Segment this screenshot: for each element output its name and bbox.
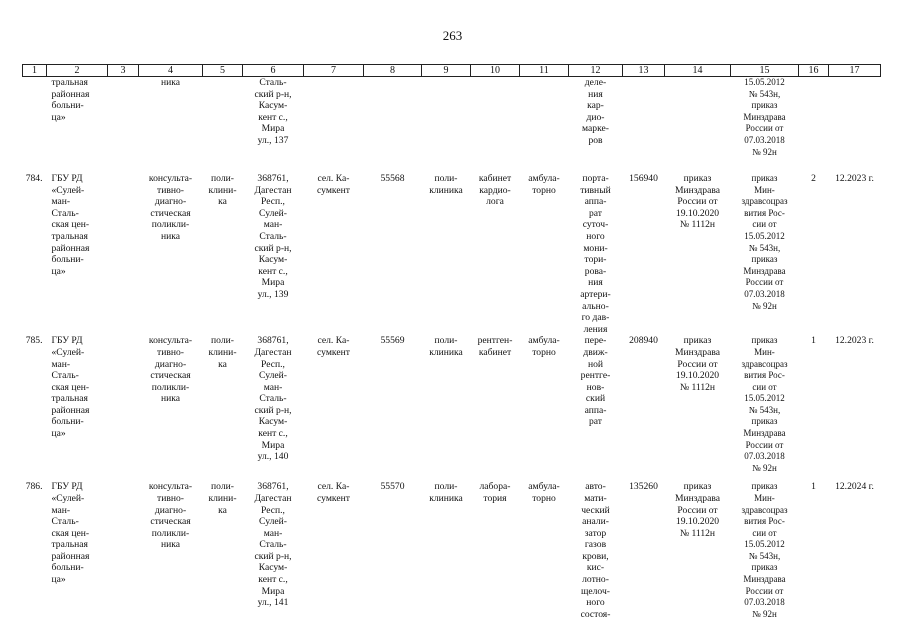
cell-mode: амбула- торно — [528, 481, 560, 504]
cell-order: приказ Минздрава России от 19.10.2020 № 1112н — [674, 481, 720, 539]
cell — [203, 77, 243, 174]
cell-code: 55570 — [380, 481, 405, 493]
cell-org: ГБУ РД «Сулей- ман- Сталь- ская цен- тральная районная больни- ца» — [51, 481, 90, 586]
page-number: 263 — [442, 28, 463, 43]
cell-order: приказ Мин- здравсоцраз вития Рос- сии от 15.05.2012 № 543н, приказ Минздрава России от 07.03.2018 № 92н — [741, 481, 788, 619]
col-header: 11 — [520, 65, 569, 77]
cell — [304, 77, 364, 174]
cell-index: 785. — [25, 335, 43, 347]
cell-address: 368761, Дагестан Респ., Сулей- ман- Сталь- ский р-н, Касум- кент с., Мира ул., 139 — [254, 173, 292, 300]
col-header: 7 — [304, 65, 364, 77]
table-row — [23, 173, 881, 335]
cell-price: 208940 — [629, 335, 658, 347]
table-row — [23, 481, 881, 639]
cell-subtype: поли- клини- ка — [208, 173, 237, 208]
col-header: 17 — [829, 65, 881, 77]
col-header: 16 — [799, 65, 829, 77]
cell-date: 12.2023 г. — [835, 335, 874, 347]
cell-equipment: порта- тивный аппа- рат суточ- ного мони- тори- рова- ния артери- ально- го дав- ления — [580, 173, 611, 335]
col-header: 5 — [203, 65, 243, 77]
cell-equipment: авто- мати- ческий анали- затор газов крови, кис- лотно- щелоч- ного состоя- — [580, 481, 611, 620]
table-row — [23, 335, 881, 481]
column-number-row — [23, 65, 881, 77]
cell-type: консульта- тивно- диагно- стическая поликли- ника — [148, 481, 193, 551]
cell-order: 15.05.2012 № 543н, приказ Минздрава России от 07.03.2018 № 92н — [743, 77, 786, 157]
cell-locality: сел. Ка- сумкент — [317, 173, 350, 196]
cell-price: 135260 — [629, 481, 658, 493]
cell-index — [23, 77, 47, 174]
cell — [108, 77, 139, 174]
table-row — [23, 77, 881, 174]
cell — [108, 335, 139, 481]
cell-price: 156940 — [629, 173, 658, 184]
cell-org: тральная районная больни- ца» — [51, 77, 90, 123]
cell-type: консульта- тивно- диагно- стическая поликли- ника — [148, 173, 193, 242]
cell-locality: сел. Ка- сумкент — [317, 335, 350, 358]
cell-address: 368761, Дагестан Респ., Сулей- ман- Сталь- ский р-н, Касум- кент с., Мира ул., 140 — [254, 335, 292, 463]
cell — [364, 77, 422, 174]
cell — [108, 173, 139, 335]
cell-quantity: 1 — [811, 335, 816, 347]
cell-quantity: 1 — [811, 481, 816, 493]
cell-room: лабора- тория — [479, 481, 511, 504]
cell-date: 12.2024 г. — [835, 481, 874, 493]
col-header: 1 — [23, 65, 47, 77]
cell-type: ника — [160, 77, 181, 88]
cell-order: приказ Мин- здравсоцраз вития Рос- сии от 15.05.2012 № 543н, приказ Минздрава России от 07.03.2018 № 92н — [741, 173, 788, 311]
col-header: 9 — [422, 65, 471, 77]
cell-index: 784. — [25, 173, 43, 184]
cell-unit: поли- клиника — [429, 335, 463, 358]
col-header: 3 — [108, 65, 139, 77]
cell — [665, 77, 731, 174]
cell-mode: амбула- торно — [528, 335, 560, 358]
col-header: 15 — [731, 65, 799, 77]
cell — [829, 77, 881, 174]
col-header: 6 — [243, 65, 304, 77]
cell-address: Сталь- ский р-н, Касум- кент с., Мира ул., 137 — [254, 77, 292, 146]
cell-order: приказ Минздрава России от 19.10.2020 № 1112н — [674, 335, 720, 393]
cell-index: 786. — [25, 481, 43, 493]
cell-room: кабинет кардио- лога — [478, 173, 512, 208]
cell-mode: амбула- торно — [528, 173, 560, 196]
cell-type: консульта- тивно- диагно- стическая поликли- ника — [148, 335, 193, 405]
cell-equipment: пере- движ- ной рентге- нов- ский аппа- рат — [580, 335, 611, 428]
cell-org: ГБУ РД «Сулей- ман- Сталь- ская цен- тральная районная больни- ца» — [51, 173, 90, 277]
cell — [108, 481, 139, 639]
col-header: 13 — [623, 65, 665, 77]
cell — [471, 77, 520, 174]
cell-room: рентген- кабинет — [477, 335, 513, 358]
equipment-table — [22, 64, 881, 639]
col-header: 14 — [665, 65, 731, 77]
col-header: 4 — [139, 65, 203, 77]
col-header: 2 — [47, 65, 108, 77]
cell — [623, 77, 665, 174]
cell-order: приказ Мин- здравсоцраз вития Рос- сии от 15.05.2012 № 543н, приказ Минздрава России от 07.03.2018 № 92н — [741, 335, 788, 473]
col-header: 12 — [569, 65, 623, 77]
cell-locality: сел. Ка- сумкент — [317, 481, 350, 504]
col-header: 10 — [471, 65, 520, 77]
cell-date: 12.2023 г. — [835, 173, 874, 184]
cell-quantity: 2 — [811, 173, 816, 184]
cell — [799, 77, 829, 174]
cell-equipment: деле- ния кар- дио- марке- ров — [582, 77, 609, 146]
cell-unit: поли- клиника — [429, 173, 463, 196]
cell-unit: поли- клиника — [429, 481, 463, 504]
cell-subtype: поли- клини- ка — [208, 481, 237, 516]
cell-code: 55569 — [380, 335, 405, 347]
cell-order: приказ Минздрава России от 19.10.2020 № 1112н — [674, 173, 720, 231]
cell — [520, 77, 569, 174]
cell-subtype: поли- клини- ка — [208, 335, 237, 370]
cell — [422, 77, 471, 174]
col-header: 8 — [364, 65, 422, 77]
cell-address: 368761, Дагестан Респ., Сулей- ман- Сталь- ский р-н, Касум- кент с., Мира ул., 141 — [254, 481, 292, 609]
cell-org: ГБУ РД «Сулей- ман- Сталь- ская цен- тральная районная больни- ца» — [51, 335, 90, 440]
cell-code: 55568 — [380, 173, 405, 184]
